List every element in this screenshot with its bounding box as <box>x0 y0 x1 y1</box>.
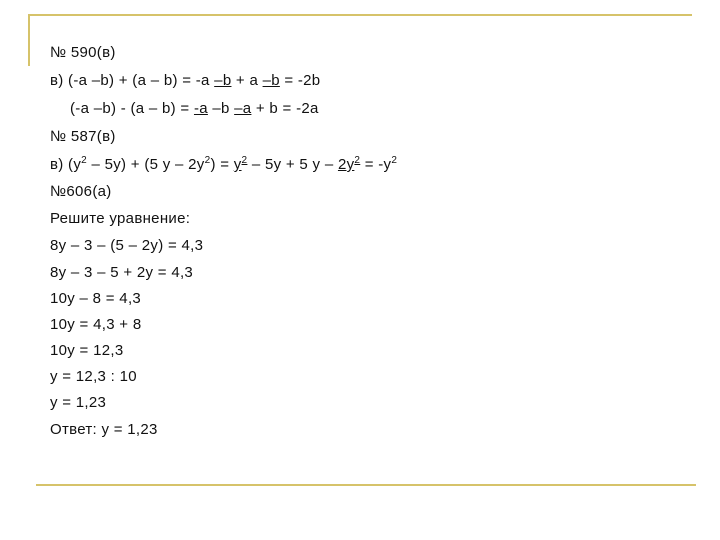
text-run: в) (y <box>50 156 82 173</box>
bottom-border-line <box>36 484 696 486</box>
problem-587-solution <box>50 156 397 174</box>
text-run: + a <box>231 72 263 89</box>
text-run: ) = <box>210 156 234 173</box>
text-run: = -2b <box>279 72 321 89</box>
text-run: – 5y) + (5 y – 2y <box>87 156 205 173</box>
problem-587-title <box>50 128 116 146</box>
equation-step-1 <box>50 237 203 255</box>
text-run: 8y – 3 – (5 – 2y) = 4,3 <box>50 237 204 254</box>
equation-step-5 <box>50 342 123 360</box>
text-run: –b <box>262 72 280 89</box>
text-run: Решите уравнение: <box>50 210 191 227</box>
text-run: y <box>233 156 242 173</box>
text-run: № 587(в) <box>50 128 116 145</box>
problem-606-title <box>50 183 112 201</box>
text-run: (-a –b) - (a – b) = <box>70 100 194 117</box>
text-run: 8y – 3 – 5 + 2y = 4,3 <box>50 264 194 281</box>
problem-590-part-2 <box>70 100 319 118</box>
superscript-text: 2 <box>354 155 361 166</box>
superscript-text: 2 <box>81 155 88 166</box>
text-run: –b <box>214 72 232 89</box>
text-run: y = 1,23 <box>50 394 107 411</box>
equation-instruction <box>50 210 190 228</box>
text-run: = -y <box>360 156 392 173</box>
problem-590-title <box>50 44 116 62</box>
text-run: № 590(в) <box>50 44 116 61</box>
answer-line <box>50 421 158 439</box>
text-run: №606(а) <box>50 183 112 200</box>
equation-step-2 <box>50 264 193 282</box>
text-run: в) (-a –b) + (a – b) = -a <box>50 72 215 89</box>
text-run: 10y – 8 = 4,3 <box>50 290 142 307</box>
superscript-text: 2 <box>241 155 248 166</box>
superscript-text: 2 <box>204 155 211 166</box>
text-run: + b = -2a <box>251 100 319 117</box>
equation-step-7 <box>50 394 106 412</box>
text-run: -a <box>193 100 208 117</box>
text-run: –a <box>234 100 252 117</box>
text-run: –b <box>207 100 235 117</box>
text-run: – 5y + 5 y – <box>247 156 338 173</box>
superscript-text: 2 <box>391 155 398 166</box>
equation-step-3 <box>50 290 141 308</box>
equation-step-6 <box>50 368 137 386</box>
text-run: 2y <box>337 156 355 173</box>
problem-590-part-1 <box>50 72 320 90</box>
text-run: y = 12,3 : 10 <box>50 368 137 385</box>
equation-step-4 <box>50 316 141 334</box>
text-run: Ответ: y = 1,23 <box>50 421 158 438</box>
text-run: 10y = 4,3 + 8 <box>50 316 142 333</box>
text-run: 10y = 12,3 <box>50 342 124 359</box>
